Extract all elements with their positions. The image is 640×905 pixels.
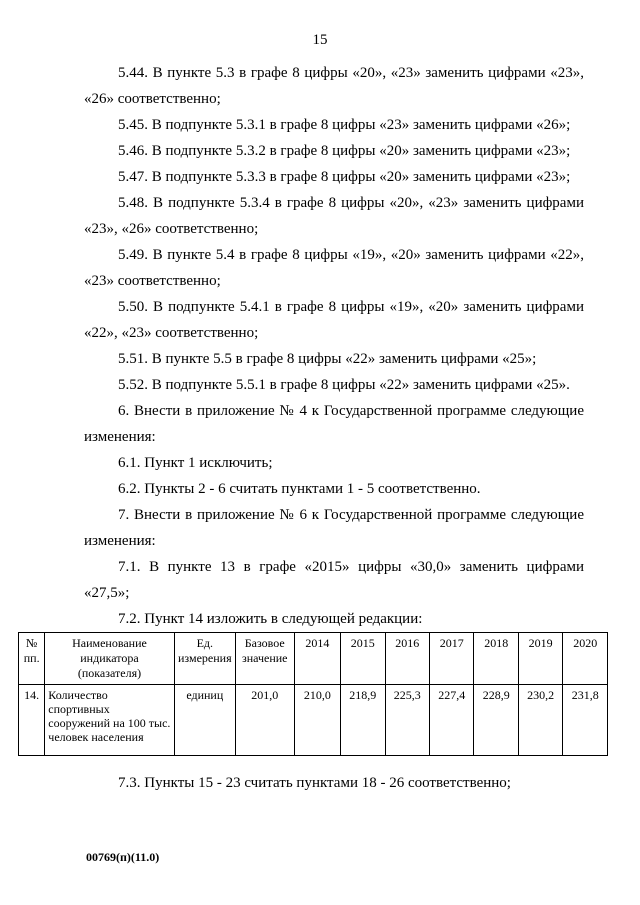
table-header: 2014 (294, 633, 341, 685)
table-row (19, 685, 608, 756)
table-cell: 218,9 (341, 685, 385, 756)
document-code: 00769(п)(11.0) (86, 850, 160, 864)
table-header: Базовое значение (235, 633, 294, 685)
paragraph: 5.46. В подпункте 5.3.2 в графе 8 цифры «20» заменить цифрами «23»; (118, 143, 571, 159)
document-body (84, 60, 584, 632)
table-header: Ед. измерения (174, 633, 235, 685)
paragraph: 7.1. В пункте 13 в графе «2015» цифры «30,0» заменить цифрами «27,5»; (84, 559, 584, 601)
table-cell: Количество спортивных сооружений на 100 тыс. человек населения (45, 685, 174, 756)
table-cell: 228,9 (474, 685, 518, 756)
table-header: 2017 (430, 633, 474, 685)
paragraph: 5.50. В подпункте 5.4.1 в графе 8 цифры «19», «20» заменить цифрами «22», «23» соответственно; (84, 299, 584, 341)
table-header: 2016 (385, 633, 429, 685)
table-header: 2019 (518, 633, 562, 685)
table-cell: 230,2 (518, 685, 562, 756)
paragraph: 6. Внести в приложение № 4 к Государственной программе следующие изменения: (84, 403, 584, 445)
paragraph: 5.52. В подпункте 5.5.1 в графе 8 цифры «22» заменить цифрами «25». (118, 377, 570, 393)
indicator-table (18, 632, 608, 756)
paragraph: 5.45. В подпункте 5.3.1 в графе 8 цифры «23» заменить цифрами «26»; (118, 117, 571, 133)
paragraph: 5.48. В подпункте 5.3.4 в графе 8 цифры «20», «23» заменить цифрами «23», «26» соответственно; (84, 195, 584, 237)
paragraph: 7. Внести в приложение № 6 к Государственной программе следующие изменения: (84, 507, 584, 549)
table-header: Наименование индикатора (показателя) (45, 633, 174, 685)
table-cell: 231,8 (563, 685, 608, 756)
paragraph: 6.2. Пункты 2 - 6 считать пунктами 1 - 5 соответственно. (118, 481, 481, 497)
table-cell: 201,0 (235, 685, 294, 756)
paragraph-text: 7.3. Пункты 15 - 23 считать пунктами 18 - 26 соответственно; (118, 775, 511, 791)
paragraph: 5.44. В пункте 5.3 в графе 8 цифры «20», «23» заменить цифрами «23», «26» соответственно; (84, 65, 584, 107)
table-cell: 14. (19, 685, 45, 756)
paragraph (84, 770, 584, 796)
paragraph: 5.47. В подпункте 5.3.3 в графе 8 цифры «20» заменить цифрами «23»; (118, 169, 571, 185)
table-cell: единиц (174, 685, 235, 756)
table-header: № пп. (19, 633, 45, 685)
table-header-row (19, 633, 608, 685)
table-cell: 225,3 (385, 685, 429, 756)
table-header: 2018 (474, 633, 518, 685)
table-cell: 227,4 (430, 685, 474, 756)
page-number: 15 (312, 32, 328, 48)
paragraph: 5.49. В пункте 5.4 в графе 8 цифры «19», «20» заменить цифрами «22», «23» соответственно; (84, 247, 584, 289)
paragraph: 6.1. Пункт 1 исключить; (118, 455, 273, 471)
table-header: 2020 (563, 633, 608, 685)
table-cell: 210,0 (294, 685, 341, 756)
paragraph: 7.2. Пункт 14 изложить в следующей редакции: (118, 611, 423, 627)
paragraph: 5.51. В пункте 5.5 в графе 8 цифры «22» заменить цифрами «25»; (118, 351, 537, 367)
table-header: 2015 (341, 633, 385, 685)
